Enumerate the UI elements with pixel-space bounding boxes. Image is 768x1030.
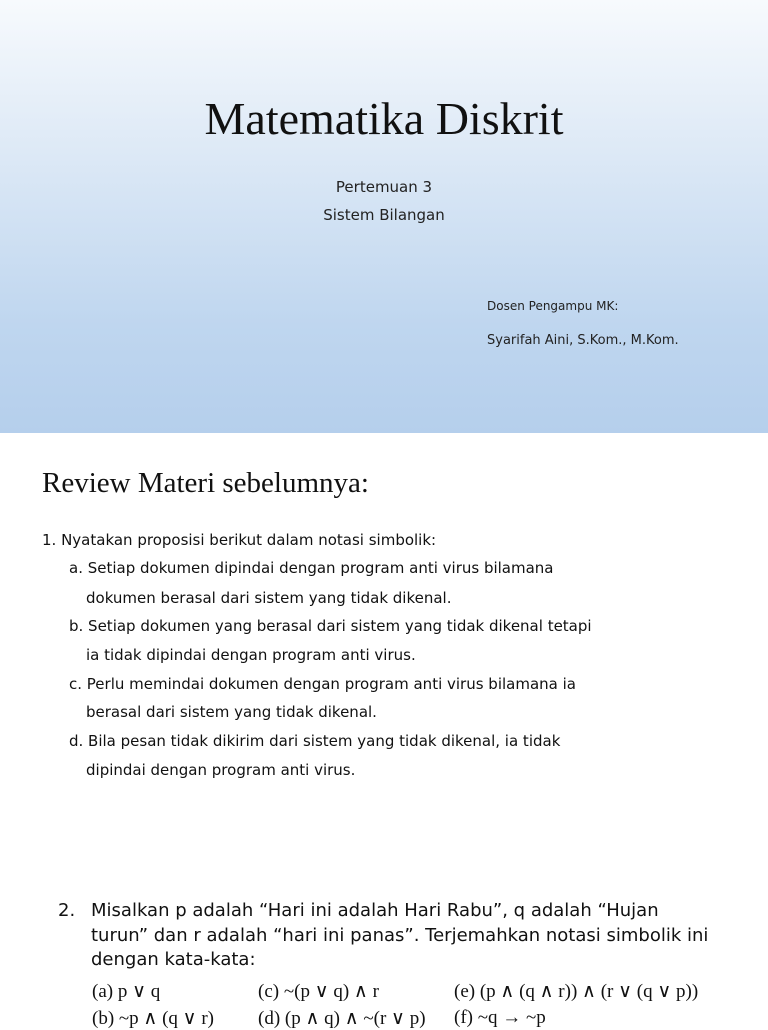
question-1c-text: c. Perlu memindai dokumen dengan program anti virus bilamana ia bbox=[69, 675, 576, 693]
formula-e: (e) (p ∧ (q ∧ r)) ∧ (r ∨ (q ∨ p)) bbox=[454, 981, 699, 1002]
topic-title: Sistem Bilangan bbox=[323, 206, 445, 224]
meeting-number: Pertemuan 3 bbox=[335, 178, 433, 196]
formula-c: (c) ~(p ∨ q) ∧ r bbox=[258, 981, 379, 1002]
formula-f: (f) ~q → ~p bbox=[454, 1007, 546, 1028]
question-1c-text-cont: berasal dari sistem yang tidak dikenal. bbox=[86, 703, 377, 721]
question-1a-text: a. Setiap dokumen dipindai dengan program anti virus bilamana bbox=[69, 559, 554, 577]
question-1d-text-cont: dipindai dengan program anti virus. bbox=[86, 761, 356, 779]
formula-a: (a) p ∨ q bbox=[92, 981, 161, 1002]
lecturer-label: Dosen Pengampu MK: bbox=[487, 299, 619, 313]
title-slide bbox=[0, 0, 768, 433]
question-1-text: 1. Nyatakan proposisi berikut dalam notasi simbolik: bbox=[42, 531, 437, 549]
question-2-line-3: dengan kata-kata: bbox=[91, 949, 256, 970]
slide-title: Matematika Diskrit bbox=[204, 93, 564, 144]
lecturer-name: Syarifah Aini, S.Kom., M.Kom. bbox=[487, 333, 679, 348]
question-2-line-2: turun” dan r adalah “hari ini panas”. Terjemahkan notasi simbolik ini bbox=[91, 925, 709, 946]
question-1a-text-cont: dokumen berasal dari sistem yang tidak dikenal. bbox=[86, 589, 452, 607]
formula-d: (d) (p ∧ q) ∧ ~(r ∨ p) bbox=[258, 1008, 426, 1029]
review-slide bbox=[0, 433, 768, 1029]
question-1d-text: d. Bila pesan tidak dikirim dari sistem yang tidak dikenal, ia tidak bbox=[69, 732, 561, 750]
question-2-line-1: Misalkan p adalah “Hari ini adalah Hari Rabu”, q adalah “Hujan bbox=[91, 900, 659, 921]
question-2-number: 2. bbox=[58, 900, 76, 921]
review-heading: Review Materi sebelumnya: bbox=[42, 467, 369, 499]
question-1b-text: b. Setiap dokumen yang berasal dari sistem yang tidak dikenal tetapi bbox=[69, 617, 592, 635]
formula-b: (b) ~p ∧ (q ∨ r) bbox=[92, 1008, 214, 1029]
question-1b-text-cont: ia tidak dipindai dengan program anti virus. bbox=[86, 646, 416, 664]
